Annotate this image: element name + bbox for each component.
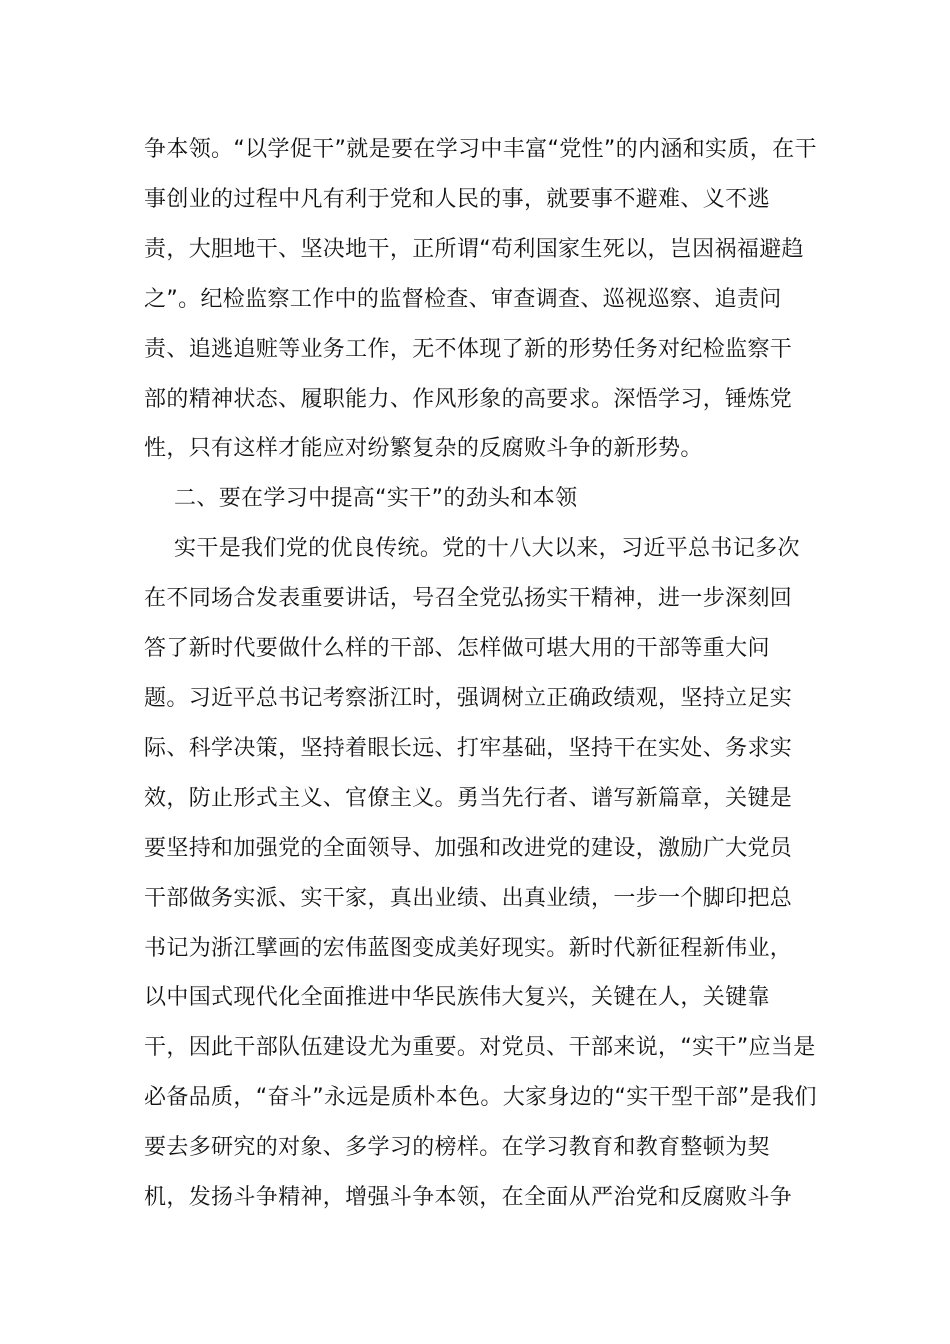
paragraph-2-line: 实干是我们党的优良传统。党的十八大以来，习近平总书记多次: [174, 536, 800, 562]
paragraph-1-line: 事创业的过程中凡有利于党和人民的事，就要事不避难、义不逃: [144, 186, 770, 212]
paragraph-2-line: 答了新时代要做什么样的干部、怎样做可堪大用的干部等重大问: [144, 636, 770, 662]
paragraph-2-line: 在不同场合发表重要讲话，号召全党弘扬实干精神，进一步深刻回: [144, 586, 793, 612]
section-heading: [144, 474, 808, 524]
paragraph-2-line: 际、科学决策，坚持着眼长远、打牢基础，坚持干在实处、务求实: [144, 735, 793, 761]
paragraph-2-line: 干，因此干部队伍建设尤为重要。对党员、干部来说，“实干”应当是: [144, 1035, 816, 1061]
paragraph-2-line: 题。习近平总书记考察浙江时，强调树立正确政绩观，坚持立足实: [144, 685, 793, 711]
document-body: [144, 125, 817, 1223]
paragraph-2-line: 要去多研究的对象、多学习的榜样。在学习教育和教育整顿为契: [144, 1135, 770, 1161]
paragraph-1-line: 部的精神状态、履职能力、作风形象的高要求。深悟学习，锤炼党: [144, 386, 793, 412]
paragraph-1: [144, 125, 817, 474]
section-heading-text: 二、要在学习中提高“实干”的劲头和本领: [174, 486, 578, 512]
paragraph-2: [144, 524, 817, 1223]
paragraph-2-line: 以中国式现代化全面推进中华民族伟大复兴，关键在人，关键靠: [144, 985, 770, 1011]
paragraph-2-line: 必备品质，“奋斗”永远是质朴本色。大家身边的“实干型干部”是我们: [144, 1085, 817, 1111]
paragraph-1-line: 之”。纪检监察工作中的监督检查、审查调查、巡视巡察、追责问: [144, 286, 782, 312]
paragraph-2-line: 要坚持和加强党的全面领导、加强和改进党的建设，激励广大党员: [144, 835, 793, 861]
paragraph-1-line: 责，大胆地干、坚决地干，正所谓“苟利国家生死以，岂因祸福避趋: [144, 236, 804, 262]
paragraph-1-line: 性，只有这样才能应对纷繁复杂的反腐败斗争的新形势。: [144, 436, 703, 462]
paragraph-2-line: 干部做务实派、实干家，真出业绩、出真业绩，一步一个脚印把总: [144, 885, 793, 911]
paragraph-1-line: 争本领。“以学促干”就是要在学习中丰富“党性”的内涵和实质，在干: [144, 137, 817, 162]
paragraph-1-line: 责、追逃追赃等业务工作，无不体现了新的形势任务对纪检监察干: [144, 336, 793, 362]
paragraph-2-line: 效，防止形式主义、官僚主义。勇当先行者、谱写新篇章，关键是: [144, 785, 793, 811]
paragraph-2-line: 机，发扬斗争精神，增强斗争本领，在全面从严治党和反腐败斗争: [144, 1185, 793, 1211]
paragraph-2-line: 书记为浙江擘画的宏伟蓝图变成美好现实。新时代新征程新伟业，: [144, 935, 793, 961]
